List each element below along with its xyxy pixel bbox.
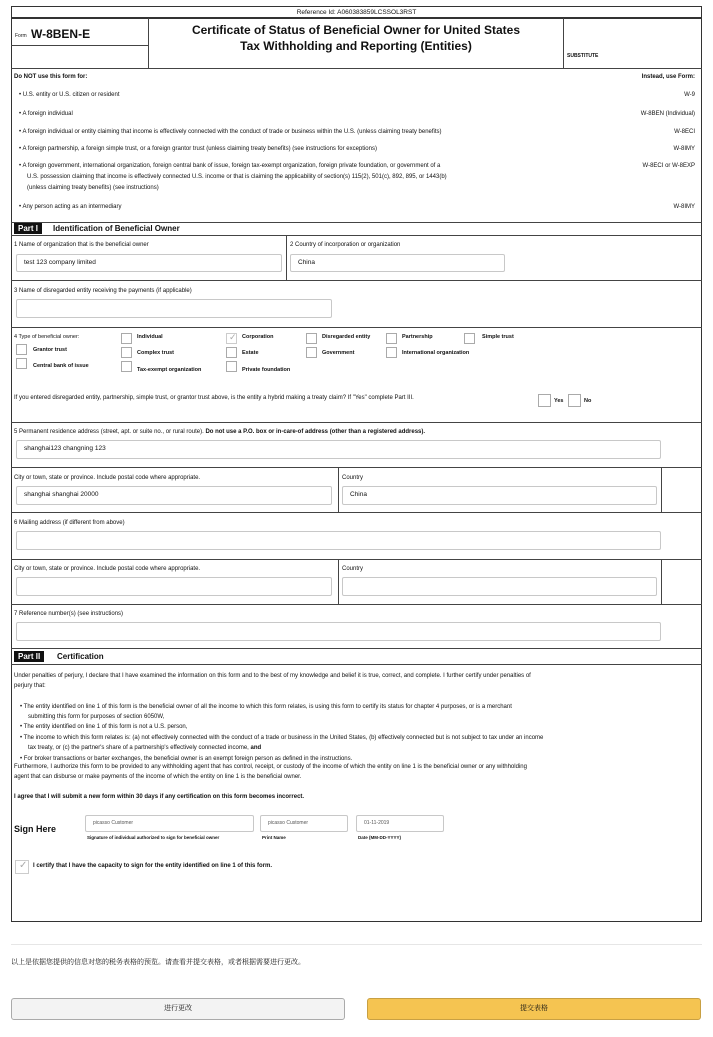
notuse-row: • A foreign individual or entity claiming that income is effectively connected with the conduct of trade or business within the U.S. (unless claiming treaty benefits): [19, 129, 442, 135]
notuse-form: W-8IMY: [673, 204, 695, 210]
line7-label: 7 Reference number(s) (see instructions): [14, 611, 124, 617]
divider: [11, 280, 702, 281]
w8bene-form: [11, 18, 702, 922]
cert-bullet: • For broker transactions or barter exchanges, the beneficial owner is an exempt foreign person as defined in the instructions.: [20, 756, 353, 762]
notuse-row-cont: U.S. possession claiming that income is effectively connected U.S. income or that is claiming the applicability of section(s) 115(2), 501(c), 892, 895, or 1443(b): [27, 174, 447, 180]
check-icon: ✓: [19, 860, 28, 871]
notuse-row: • Any person acting as an intermediary: [19, 204, 122, 210]
private-foundation-checkbox[interactable]: [226, 361, 237, 372]
city-label: City or town, state or province. Include postal code where appropriate.: [14, 566, 201, 572]
cert-intro-cont: perjury that:: [14, 683, 46, 689]
owner-type-label: International organization: [402, 350, 470, 356]
signature-label: Signature of individual authorized to sign for beneficial owner: [87, 835, 220, 840]
owner-type-label: Partnership: [402, 334, 433, 340]
form-title-line1: Certificate of Status of Beneficial Owner for United States: [191, 23, 521, 37]
notuse-row: • A foreign partnership, a foreign simple trust, or a foreign grantor trust (unless claiming treaty benefits) (see instructions for exceptions): [19, 146, 377, 152]
country-input[interactable]: China: [342, 486, 657, 505]
notuse-row: • U.S. entity or U.S. citizen or resident: [19, 92, 120, 98]
city-label: City or town, state or province. Include postal code where appropriate.: [14, 475, 201, 481]
divider: [286, 235, 287, 280]
divider: [11, 235, 702, 236]
estate-checkbox[interactable]: [226, 347, 237, 358]
owner-type-label: Corporation: [242, 334, 274, 340]
divider: [11, 648, 702, 649]
reference-number-input[interactable]: [16, 622, 661, 641]
submit-button[interactable]: 提交表格: [367, 998, 701, 1020]
form-prefix: Form: [15, 33, 27, 39]
disregarded-entity-checkbox[interactable]: [306, 333, 317, 344]
reference-id: Reference Id: A060383859LCSSOL3RST: [11, 6, 702, 18]
line6-label: 6 Mailing address (if different from above): [14, 520, 125, 526]
notuse-heading: Do NOT use this form for:: [14, 74, 88, 80]
print-name-label: Print Name: [262, 835, 286, 840]
individual-checkbox[interactable]: [121, 333, 132, 344]
hybrid-question: If you entered disregarded entity, partnership, simple trust, or grantor trust above, is the entity a hybrid making a treaty claim? If "Yes" complete Part III.: [14, 395, 414, 401]
country-incorporation-input[interactable]: China: [290, 254, 505, 272]
notuse-row-cont: (unless claiming treaty benefits) (see instructions): [27, 185, 159, 191]
divider: [11, 944, 702, 945]
owner-type-label: Complex trust: [137, 350, 174, 356]
divider: [661, 559, 662, 604]
owner-type-label: Individual: [137, 334, 163, 340]
cert-bullet: • The entity identified on line 1 of this form is the beneficial owner of all the income to which this form relates, is using this form to certify its status for chapter 4 purposes, or is a merchant: [20, 704, 512, 710]
corporation-checkbox[interactable]: [226, 333, 237, 344]
owner-type-label: Grantor trust: [33, 347, 67, 353]
central-bank-checkbox[interactable]: [16, 358, 27, 369]
cert-bullet: • The income to which this form relates is: (a) not effectively connected with the conduct of a trade or business in the United States, (b) effectively connected but is not subject to tax under an income: [20, 735, 544, 741]
capacity-checkbox[interactable]: [15, 860, 29, 874]
country-label: Country: [342, 475, 364, 481]
divider: [563, 18, 564, 45]
part2-tag: Part II: [14, 651, 44, 662]
substitute-label: SUBSTITUTE: [567, 53, 599, 59]
sign-here-label: Sign Here: [14, 824, 57, 834]
preview-note: 以上是依据您提供的信息对您的税务表格的预览。请查看并提交表格，或者根据需要进行更改。: [11, 959, 305, 966]
simple-trust-checkbox[interactable]: [464, 333, 475, 344]
mailing-city-input[interactable]: [16, 577, 332, 596]
capacity-statement: I certify that I have the capacity to sign for the entity identified on line 1 of this form.: [33, 863, 273, 869]
hybrid-no-checkbox[interactable]: [568, 394, 581, 407]
owner-type-label: Tax-exempt organization: [137, 367, 202, 373]
divider: [11, 512, 702, 513]
owner-type-label: Central bank of issue: [33, 363, 89, 369]
date-label: Date (MM-DD-YYYY): [358, 835, 402, 840]
cert-bullet-cont: tax treaty, or (c) the partner's share of a partnership's effectively connected income, and: [28, 745, 262, 751]
city-input[interactable]: shanghai shanghai 20000: [16, 486, 332, 505]
grantor-trust-checkbox[interactable]: [16, 344, 27, 355]
divider: [11, 664, 702, 665]
mailing-country-input[interactable]: [342, 577, 657, 596]
check-icon: ✓: [229, 332, 237, 342]
owner-type-label: Simple trust: [482, 334, 514, 340]
owner-type-label: Government: [322, 350, 355, 356]
cert-bullet-cont: submitting this form for purposes of section 6050W,: [28, 714, 165, 720]
partnership-checkbox[interactable]: [386, 333, 397, 344]
divider: [338, 467, 339, 512]
hybrid-no-label: No: [584, 398, 592, 404]
divider: [11, 467, 702, 468]
owner-type-label: Disregarded entity: [322, 334, 371, 340]
notuse-row: • A foreign government, international organization, foreign central bank of issue, foreign tax-exempt organization, foreign private foundation, or government of a: [19, 163, 441, 169]
cert-furthermore: Furthermore, I authorize this form to be provided to any withholding agent that has control, receipt, or custody of the income of which the entity on line 1 is the beneficial owner or any withholding: [14, 764, 527, 770]
divider: [563, 45, 564, 68]
notuse-form: W-8BEN (Individual): [640, 111, 695, 117]
divider: [11, 68, 702, 69]
hybrid-yes-checkbox[interactable]: [538, 394, 551, 407]
notuse-form: W-9: [684, 92, 695, 98]
notuse-form: W-8IMY: [673, 146, 695, 152]
hybrid-yes-label: Yes: [554, 398, 564, 404]
part2-title: Certification: [57, 652, 104, 661]
tax-exempt-checkbox[interactable]: [121, 361, 132, 372]
divider: [148, 45, 149, 68]
divider: [661, 467, 662, 512]
country-label: Country: [342, 566, 364, 572]
government-checkbox[interactable]: [306, 347, 317, 358]
notuse-form: W-8ECI or W-8EXP: [642, 163, 695, 169]
beneficial-owner-name-input[interactable]: test 123 company limited: [16, 254, 282, 272]
international-organization-checkbox[interactable]: [386, 347, 397, 358]
cert-bullet: • The entity identified on line 1 of this form is not a U.S. person,: [20, 724, 188, 730]
date-input[interactable]: 01-11-2019: [356, 815, 444, 832]
divider: [11, 327, 702, 328]
line3-label: 3 Name of disregarded entity receiving the payments (if applicable): [14, 288, 192, 294]
divider: [11, 45, 148, 46]
owner-type-label: Private foundation: [242, 367, 291, 373]
divider: [11, 422, 702, 423]
disregarded-entity-input[interactable]: [16, 299, 332, 318]
divider: [11, 604, 702, 605]
cert-intro: Under penalties of perjury, I declare that I have examined the information on this form and to the best of my knowledge and belief it is true, correct, and complete. I further certify under penalties of: [14, 673, 531, 679]
cert-furthermore-cont: agent that can disburse or make payments of the income of which the entity on line 1 is the beneficial owner.: [14, 774, 302, 780]
signature-input[interactable]: picasso Customer: [85, 815, 254, 832]
form-title-line2: Tax Withholding and Reporting (Entities): [240, 39, 472, 53]
line2-label: 2 Country of incorporation or organization: [290, 242, 401, 248]
notuse-row: • A foreign individual: [19, 111, 73, 117]
form-name: W-8BEN-E: [31, 27, 91, 41]
agree-statement: I agree that I will submit a new form within 30 days if any certification on this form becomes incorrect.: [14, 794, 305, 800]
divider: [11, 559, 702, 560]
part1-tag: Part I: [14, 223, 42, 234]
divider: [338, 559, 339, 604]
edit-button[interactable]: 进行更改: [11, 998, 345, 1020]
line4-label: 4 Type of beneficial owner:: [14, 334, 80, 340]
owner-type-label: Estate: [242, 350, 259, 356]
line1-label: 1 Name of organization that is the beneficial owner: [14, 242, 149, 248]
permanent-address-input[interactable]: shanghai123 changning 123: [16, 440, 661, 459]
mailing-address-input[interactable]: [16, 531, 661, 550]
part1-title: Identification of Beneficial Owner: [53, 224, 180, 233]
line5-label: 5 Permanent residence address (street, apt. or suite no., or rural route). Do not use a P.O. box or in-care-of address (other than a registered address).: [14, 429, 426, 435]
print-name-input[interactable]: picasso Customer: [260, 815, 348, 832]
notuse-instead-heading: Instead, use Form:: [641, 74, 695, 80]
complex-trust-checkbox[interactable]: [121, 347, 132, 358]
notuse-form: W-8ECI: [674, 129, 695, 135]
